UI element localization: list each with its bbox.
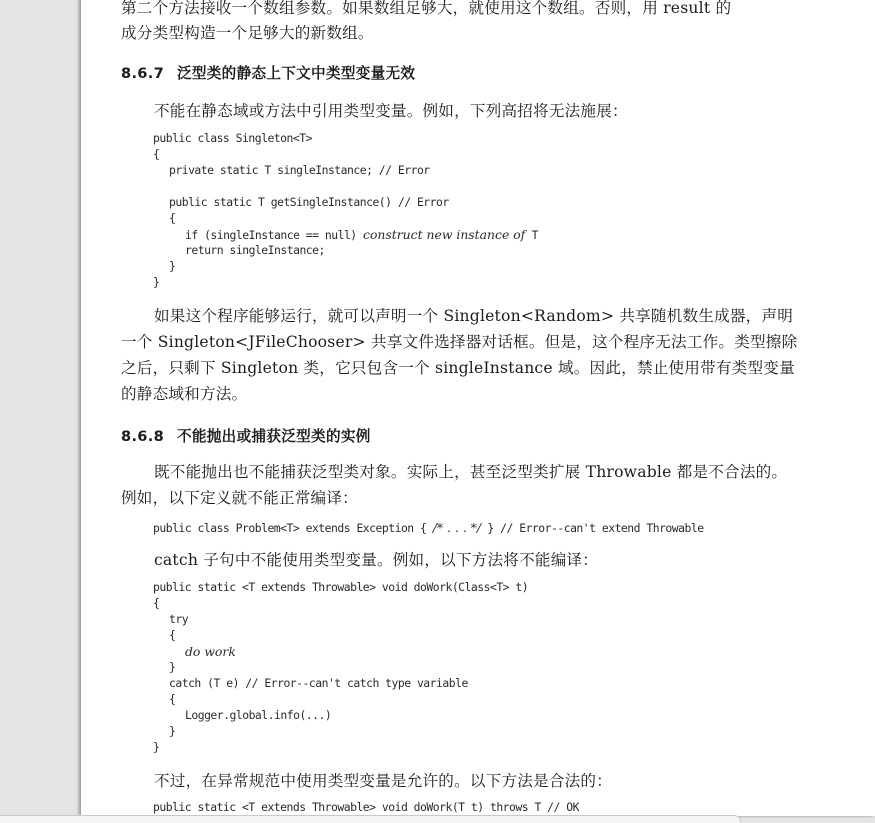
code-line xyxy=(185,644,236,659)
paragraph-line: 不能在静态域或方法中引用类型变量。例如，下列高招将无法施展： xyxy=(154,102,628,120)
section-number: 8.6.8 xyxy=(121,428,165,445)
code-text: public class Problem<T> extends Exception { xyxy=(153,521,433,535)
paragraph-line: 之后，只剩下 Singleton 类，它只包含一个 singleInstance 域。因此，禁止使用带有类型变量 xyxy=(121,359,795,377)
section-title: 不能抛出或捕获泛型类的实例 xyxy=(177,428,371,445)
code-line: public static T getSingleInstance() // Error xyxy=(169,195,449,209)
code-line: private static T singleInstance; // Error xyxy=(169,163,430,177)
book-page xyxy=(81,0,875,816)
code-line: public class Singleton<T> xyxy=(153,131,312,145)
code-line: { xyxy=(169,692,176,706)
section-title: 泛型类的静态上下文中类型变量无效 xyxy=(177,65,416,82)
code-text: if (singleInstance == null) xyxy=(185,228,364,242)
section-heading-8-6-8 xyxy=(121,425,371,446)
code-italic-text: do work xyxy=(185,644,236,659)
paragraph-line: 例如，以下定义就不能正常编译： xyxy=(121,489,358,507)
code-line-problem xyxy=(153,520,704,535)
code-line: { xyxy=(169,628,176,642)
section-number: 8.6.7 xyxy=(121,65,165,82)
code-line: try xyxy=(169,612,189,626)
code-line: { xyxy=(153,596,160,610)
paragraph-line: 一个 Singleton<JFileChooser> 共享文件选择器对话框。但是，这个程序无法工作。类型擦除 xyxy=(121,333,798,351)
code-line: catch (T e) // Error--can't catch type variable xyxy=(169,676,468,690)
code-text: } // Error--can't extend Throwable xyxy=(481,521,704,535)
code-italic-text: construct new instance of xyxy=(363,227,526,242)
code-line: return singleInstance; xyxy=(185,243,325,257)
code-italic-text: /* . . . */ xyxy=(432,520,482,535)
paragraph-line: 既不能抛出也不能捕获泛型类对象。实际上，甚至泛型类扩展 Throwable 都是不合法的。 xyxy=(154,463,788,481)
paragraph-line: 成分类型构造一个足够大的新数组。 xyxy=(121,24,374,42)
paragraph-line: 不过，在异常规范中使用类型变量是允许的。以下方法是合法的： xyxy=(154,772,613,790)
paragraph-line: 如果这个程序能够运行，就可以声明一个 Singleton<Random> 共享随机数生成器，声明 xyxy=(154,307,794,325)
code-line-throws: public static <T extends Throwable> void doWork(T t) throws T // OK xyxy=(153,800,579,814)
code-line xyxy=(185,227,538,242)
paragraph-line: 的静态域和方法。 xyxy=(121,385,248,403)
horizontal-scrollbar[interactable] xyxy=(0,815,741,823)
code-line: { xyxy=(169,211,176,225)
code-line: } xyxy=(153,275,160,289)
code-line: { xyxy=(153,147,160,161)
code-line: } xyxy=(169,259,176,273)
code-text: T xyxy=(525,228,538,242)
section-heading-8-6-7 xyxy=(121,62,415,83)
paragraph-line: 第二个方法接收一个数组参数。如果数组足够大，就使用这个数组。否则，用 result 的 xyxy=(121,0,732,17)
paragraph-line: catch 子句中不能使用类型变量。例如，以下方法将不能编译： xyxy=(154,551,599,569)
code-line: } xyxy=(153,740,160,754)
code-line: public static <T extends Throwable> void doWork(Class<T> t) xyxy=(153,580,529,594)
code-line: } xyxy=(169,724,176,738)
code-line: Logger.global.info(...) xyxy=(185,708,332,722)
code-line: } xyxy=(169,660,176,674)
